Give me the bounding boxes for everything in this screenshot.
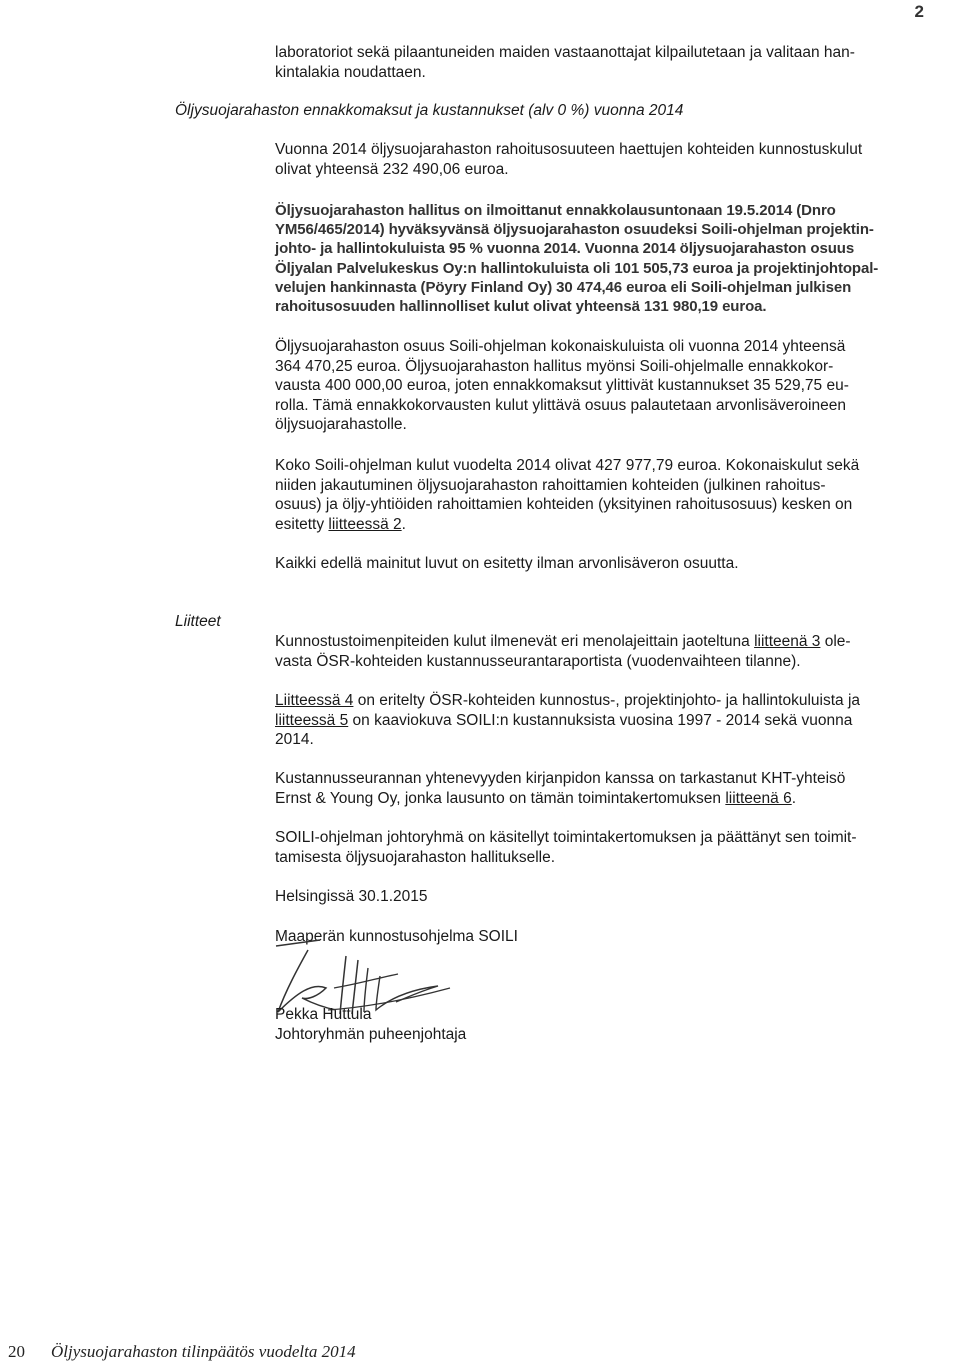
text-line: vasta ÖSR-kohteiden kustannusseurantaraportista (vuodenvaihteen tilanne). [275, 652, 801, 670]
text-line: tamisesta öljysuojarahaston hallitukselle. [275, 848, 556, 866]
section-heading: Öljysuojarahaston ennakkomaksut ja kustannukset (alv 0 %) vuonna 2014 [175, 102, 684, 119]
paragraph-fund-share [275, 337, 925, 435]
text-line: rahoitusosuuden hallinnolliset kulut olivat yhteensä 131 980,19 euroa. [275, 298, 767, 316]
board-statement-paragraph [275, 201, 935, 316]
text-line: Kunnostustoimenpiteiden kulut ilmenevät eri menolajeittain jaoteltuna liitteenä 3 ole- [275, 633, 851, 650]
text-line: Öljysuojarahaston osuus Soili-ohjelman kokonaiskuluista oli vuonna 2014 yhteensä [275, 338, 846, 355]
text-line: Liitteessä 4 on eritelty ÖSR-kohteiden kunnostus-, projektinjohto- ja hallintokuluista ja [275, 692, 861, 709]
link-liite-2[interactable]: liitteessä 2 [328, 515, 402, 533]
place-date: Helsingissä 30.1.2015 [275, 888, 428, 905]
text-line: johto- ja hallintokuluista 95 % vuonna 2014. Vuonna 2014 öljysuojarahaston osuus [275, 240, 855, 258]
text-line: niiden jakautuminen öljysuojarahaston rahoittamien kohteiden (julkinen rahoitus- [275, 476, 826, 494]
text-line: Öljysuojarahaston hallitus on ilmoittanut ennakkolausuntonaan 19.5.2014 (Dnro [275, 202, 836, 219]
organization-name: Maaperän kunnostusohjelma SOILI [275, 928, 518, 945]
signer-name: Pekka Huttula [275, 1006, 372, 1023]
footer-page-number: 20 [8, 1342, 25, 1361]
text-line: Ernst & Young Oy, jonka lausunto on tämän toimintakertomuksen liitteenä 6. [275, 789, 797, 807]
link-liite-4[interactable]: Liitteessä 4 [275, 692, 354, 709]
text-line: laboratoriot sekä pilaantuneiden maiden vastaanottajat kilpailutetaan ja valitaan han- [275, 44, 855, 61]
text-line: Koko Soili-ohjelman kulut vuodelta 2014 olivat 427 977,79 euroa. Kokonaiskulut sekä [275, 457, 860, 474]
text-line: 364 470,25 euroa. Öljysuojarahaston hallitus myönsi Soili-ohjelmalle ennakkokor- [275, 357, 834, 375]
text-line: vausta 400 000,00 euroa, joten ennakkomaksut ylittivät kustannukset 35 529,75 eu- [275, 377, 849, 394]
liitteet-paragraph-4 [275, 828, 925, 867]
page-footer [8, 1342, 356, 1362]
signer-title: Johtoryhmän puheenjohtaja [275, 1026, 467, 1043]
text-line: olivat yhteensä 232 490,06 euroa. [275, 160, 509, 178]
text-line: öljysuojarahastolle. [275, 416, 407, 433]
page-number: 2 [914, 2, 924, 21]
text-line: velujen hankinnasta (Pöyry Finland Oy) 30 474,46 euroa eli Soili-ohjelman julkisen [275, 278, 852, 296]
paragraph-costs [275, 140, 925, 179]
text-line: Öljyalan Palvelukeskus Oy:n hallintokuluista oli 101 505,73 euroa ja projektinjohtopal- [275, 259, 879, 277]
intro-paragraph [275, 43, 925, 82]
link-liite-5[interactable]: liitteessä 5 [275, 711, 349, 729]
liitteet-paragraph-1 [275, 632, 925, 671]
text-line: rolla. Tämä ennakkokorvausten kulut ylittävä osuus palautetaan arvonlisäveroineen [275, 396, 846, 414]
link-liite-6[interactable]: liitteenä 6 [725, 789, 792, 807]
text-line: Kustannusseurannan yhtenevyyden kirjanpidon kanssa on tarkastanut KHT-yhteisö [275, 770, 846, 787]
paragraph-vat-note: Kaikki edellä mainitut luvut on esitetty ilman arvonlisäveron osuutta. [275, 555, 739, 572]
text-line: SOILI-ohjelman johtoryhmä on käsitellyt toimintakertomuksen ja päättänyt sen toimit- [275, 829, 857, 846]
text-line: liitteessä 5 on kaaviokuva SOILI:n kustannuksista vuosina 1997 - 2014 sekä vuonna [275, 711, 853, 729]
text-line: esitetty liitteessä 2. [275, 515, 406, 533]
liitteet-paragraph-3 [275, 769, 925, 808]
text-line: Vuonna 2014 öljysuojarahaston rahoitusosuuteen haettujen kohteiden kunnostuskulut [275, 141, 863, 158]
paragraph-total-costs [275, 456, 925, 534]
liitteet-label: Liitteet [175, 613, 221, 630]
text-line: kintalakia noudattaen. [275, 63, 426, 81]
text-line: 2014. [275, 731, 314, 748]
text-line: osuus) ja öljy-yhtiöiden rahoittamien kohteiden (yksityinen rahoitusosuus) kesken on [275, 496, 853, 513]
liitteet-paragraph-2 [275, 691, 925, 750]
text-line: YM56/465/2014) hyväksyvänsä öljysuojarahaston osuudeksi Soili-ohjelman projektin- [275, 221, 874, 239]
link-liite-3[interactable]: liitteenä 3 [754, 633, 821, 650]
footer-title: Öljysuojarahaston tilinpäätös vuodelta 2014 [51, 1342, 356, 1361]
